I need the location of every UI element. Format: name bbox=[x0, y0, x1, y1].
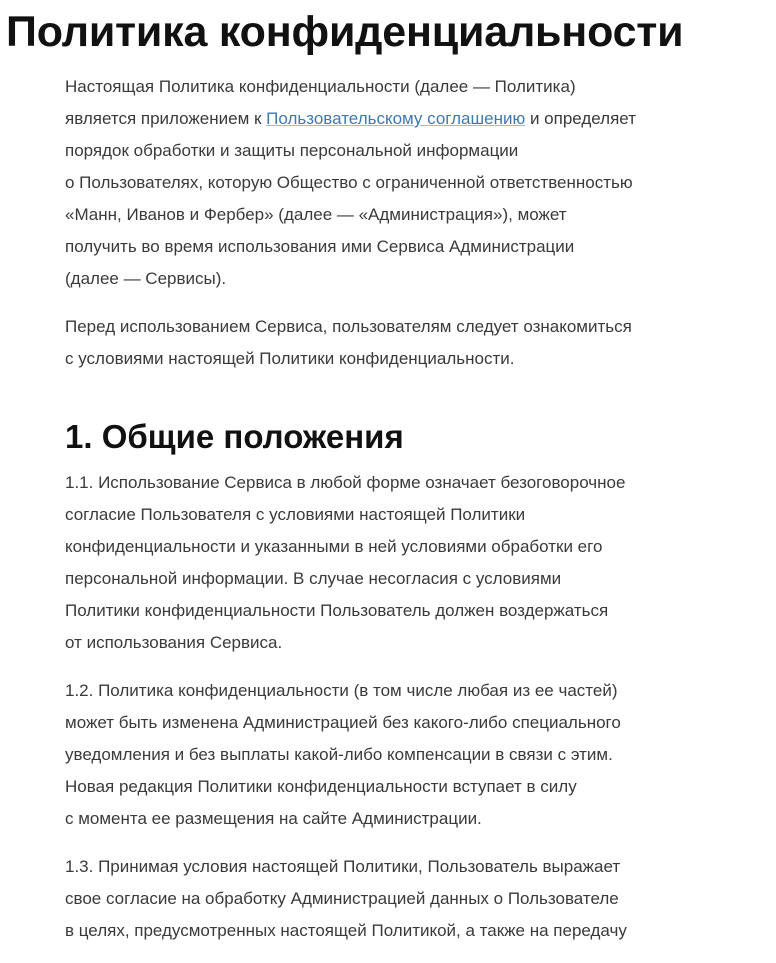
clause-line: согласие Пользователя с условиями настоящей Политики bbox=[65, 505, 526, 524]
user-agreement-link[interactable]: Пользовательскому соглашению bbox=[266, 109, 526, 128]
section-heading: 1. Общие положения bbox=[65, 418, 404, 455]
clause-line: уведомления и без выплаты какой-либо компенсации в связи с этим. bbox=[65, 745, 613, 764]
before-use-line: Перед использованием Сервиса, пользователям следует ознакомиться bbox=[65, 317, 632, 336]
intro-text: является приложением к bbox=[65, 109, 267, 128]
before-use-line: с условиями настоящей Политики конфиденциальности. bbox=[65, 349, 515, 368]
before-use-paragraph bbox=[65, 311, 770, 375]
clause-line: может быть изменена Администрацией без какого-либо специального bbox=[65, 713, 621, 732]
document-content bbox=[65, 71, 770, 963]
clause-line: Новая редакция Политики конфиденциальности вступает в силу bbox=[65, 777, 577, 796]
intro-line: получить во время использования ими Сервиса Администрации bbox=[65, 237, 575, 256]
clause-line: Политики конфиденциальности Пользователь должен воздержаться bbox=[65, 601, 609, 620]
clause-1-2 bbox=[65, 675, 770, 835]
clause-line: свое согласие на обработку Администрацией данных о Пользователе bbox=[65, 889, 619, 908]
intro-text: и определяет bbox=[525, 109, 636, 128]
page-title: Политика конфиденциальности bbox=[6, 8, 684, 56]
clause-line: 1.3. Принимая условия настоящей Политики, Пользователь выражает bbox=[65, 857, 621, 876]
clause-line: в целях, предусмотренных настоящей Политикой, а также на передачу bbox=[65, 921, 627, 940]
intro-line bbox=[65, 103, 770, 135]
clause-line: 1.2. Политика конфиденциальности (в том числе любая из ее частей) bbox=[65, 681, 618, 700]
clause-line: от использования Сервиса. bbox=[65, 633, 283, 652]
clause-1-1 bbox=[65, 467, 770, 659]
intro-paragraph bbox=[65, 71, 770, 295]
intro-line: «Манн, Иванов и Фербер» (далее — «Администрация»), может bbox=[65, 205, 567, 224]
clause-line: 1.1. Использование Сервиса в любой форме означает безоговорочное bbox=[65, 473, 626, 492]
clause-1-3 bbox=[65, 851, 770, 947]
intro-line: порядок обработки и защиты персональной информации bbox=[65, 141, 519, 160]
clause-line: с момента ее размещения на сайте Администрации. bbox=[65, 809, 482, 828]
clause-line: персональной информации. В случае несогласия с условиями bbox=[65, 569, 562, 588]
intro-line: о Пользователях, которую Общество с ограниченной ответственностью bbox=[65, 173, 633, 192]
clause-line: конфиденциальности и указанными в ней условиями обработки его bbox=[65, 537, 603, 556]
intro-line: Настоящая Политика конфиденциальности (далее — Политика) bbox=[65, 77, 576, 96]
intro-line: (далее — Сервисы). bbox=[65, 269, 227, 288]
